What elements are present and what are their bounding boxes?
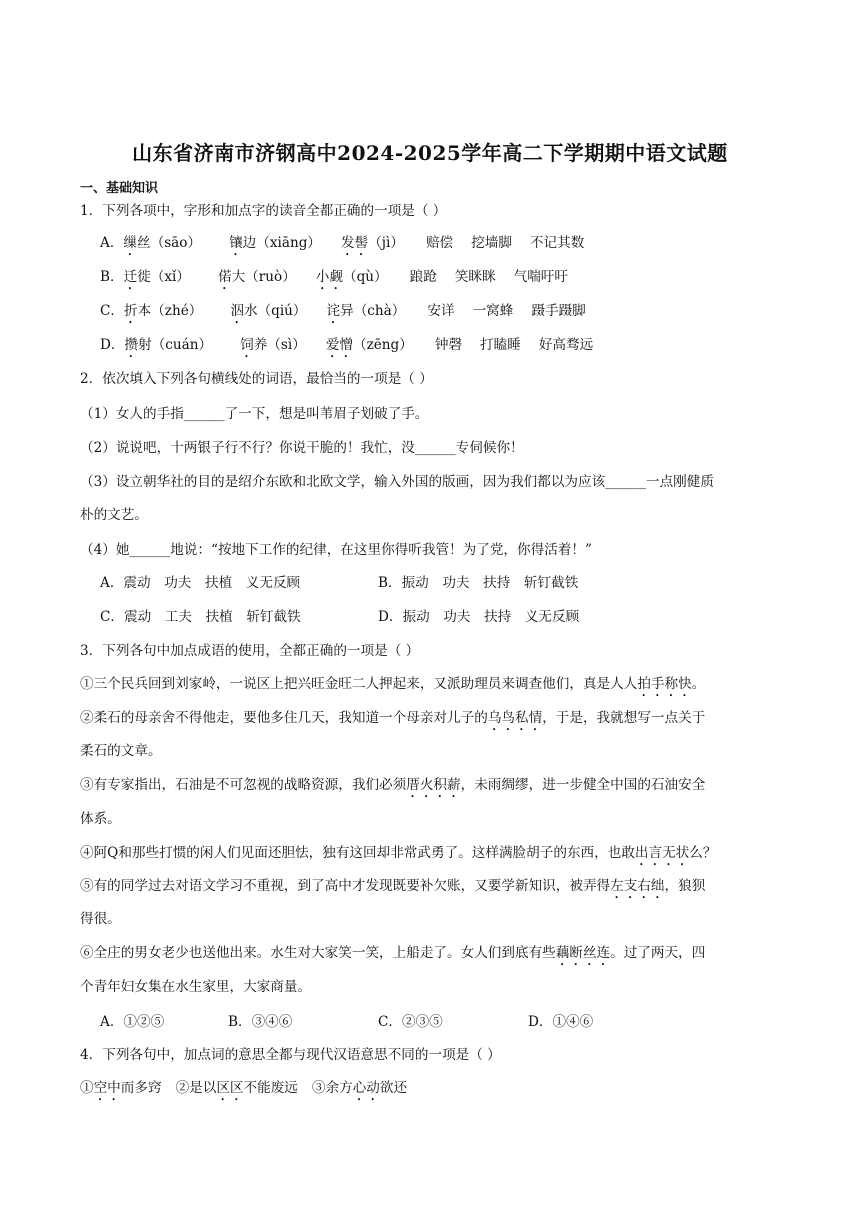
term-text: 大（ruò）: [231, 269, 296, 285]
option-label: B．: [100, 269, 124, 285]
term-text: 好高骛远: [538, 337, 594, 353]
term-text: （qù）: [342, 269, 388, 285]
option-term: [124, 303, 202, 319]
option-term: [229, 235, 321, 251]
dotted-char: 迁: [123, 269, 138, 285]
dotted-idiom: 乌鸟私情: [487, 710, 543, 726]
text-segment: ②柔石的母亲舍不得他走，要他多住几天，我知道一个母亲对儿子的: [80, 710, 488, 726]
dotted-idiom: 藕断丝连: [555, 945, 611, 961]
question-3-sentence-6-cont: 个青年妇女集在水生家里，大家商量。: [80, 979, 312, 995]
text-segment: ⑤有的同学过去对语文学习不重视，到了高中才发现既要补欠账，又要学新知识，被弄得: [80, 878, 611, 894]
term-text: 气喘吁吁: [513, 269, 568, 285]
term-text: 水（qiú）: [243, 303, 307, 319]
question-2-option-c[interactable]: C．震动 工夫 扶植 斩钉截铁: [100, 609, 301, 625]
question-1-option-a[interactable]: [100, 233, 584, 259]
dotted-idiom: 厝火积薪: [406, 777, 461, 793]
question-3-sentence-4: [80, 843, 780, 869]
dotted-word: 区区: [216, 1080, 244, 1096]
question-3-option-c[interactable]: C．②③⑤: [378, 1014, 443, 1030]
option-term: [327, 303, 406, 319]
term-text: 异（chà）: [340, 303, 406, 319]
section-heading: 一、基础知识: [80, 181, 159, 196]
question-4-stem: 4．下列各句中，加点词的意思全都与现代汉语意思不同的一项是（ ）: [80, 1047, 501, 1063]
term-text: 赔偿: [425, 235, 454, 251]
term-text: 踉跄: [409, 269, 437, 285]
term-text: 一窝蜂: [472, 303, 514, 319]
question-4-items: [80, 1078, 780, 1104]
question-1-option-c[interactable]: [100, 301, 586, 327]
text-segment: ，未雨绸缪，进一步健全中国的石油安全: [460, 777, 706, 793]
term-text: 边（xiāng）: [242, 235, 322, 251]
term-text: 钟磬: [434, 337, 463, 353]
term-text: 安详: [427, 303, 455, 319]
text-segment: 欲还: [379, 1080, 408, 1096]
option-term: [455, 269, 496, 285]
question-2-option-b[interactable]: B．振动 功夫 扶持 斩钉截铁: [378, 575, 579, 591]
question-2-sentence-3-cont: 朴的文艺。: [80, 507, 148, 523]
text-segment: 。: [691, 676, 706, 692]
question-3-sentence-5: [80, 876, 780, 902]
question-1-option-d[interactable]: [100, 335, 593, 361]
option-label: A．: [100, 235, 124, 251]
option-label: C．: [100, 303, 124, 319]
question-1-stem: 1．下列各项中，字形和加点字的读音全都正确的一项是（ ）: [80, 203, 447, 219]
question-2-option-d[interactable]: D．振动 功夫 扶持 义无反顾: [378, 609, 580, 625]
question-2-option-a[interactable]: A．震动 功夫 扶植 义无反顾: [100, 575, 301, 591]
option-term: [124, 269, 190, 285]
text-segment: 而多窍: [120, 1080, 162, 1096]
question-3-sentence-5-cont: 得很。: [80, 911, 121, 927]
term-text: 徙（xǐ）: [137, 269, 190, 285]
dotted-char: 缫: [123, 235, 138, 251]
dotted-char: 折: [124, 303, 138, 319]
term-text: （zēng）: [353, 337, 413, 353]
term-text: 打瞌睡: [480, 337, 521, 353]
dotted-idiom: 左支右绌: [610, 878, 665, 894]
option-term: [531, 303, 585, 319]
option-term: [514, 269, 568, 285]
question-3-stem: 3．下列各句中加点成语的使用，全都正确的一项是（ ）: [80, 643, 420, 659]
term-text: （jì）: [368, 235, 404, 251]
term-text: 射（cuán）: [138, 337, 213, 353]
dotted-char: 爱憎: [325, 337, 353, 353]
text-segment: ，狼狈: [664, 878, 706, 894]
text-segment: 。过了两天，四: [610, 945, 706, 961]
option-label: D．: [100, 337, 125, 353]
text-segment: ，于是，我就想写一点关于: [542, 710, 706, 726]
term-text: 蹑手蹑脚: [531, 303, 586, 319]
term-text: 本（zhé）: [137, 303, 203, 319]
option-term: [480, 337, 521, 353]
question-3-option-b[interactable]: B．③④⑥: [228, 1014, 293, 1030]
dotted-char: 偌: [217, 269, 232, 285]
question-3-sentence-3: [80, 775, 780, 801]
option-term: [230, 303, 306, 319]
dotted-char: 泅: [230, 303, 244, 319]
option-term: [218, 269, 296, 285]
question-3-sentence-6: [80, 943, 780, 969]
option-term: [341, 235, 404, 251]
question-3-sentence-2-cont: 柔石的文章。: [80, 743, 162, 759]
question-2-sentence-1: （1）女人的手指______了一下，想是叫苇眉子划破了手。: [80, 406, 429, 422]
text-segment: 不能废远: [243, 1080, 298, 1096]
dotted-char: 小觑: [315, 269, 343, 285]
option-term: [240, 337, 306, 353]
dotted-char: 镶: [229, 235, 243, 251]
text-segment: ③余方: [311, 1080, 353, 1096]
text-segment: ①三个民兵回到刘家岭，一说区上把兴旺金旺二人押起来，又派助理员来调查他们，真是人人: [80, 676, 638, 692]
dotted-word: 空中: [93, 1080, 121, 1096]
option-term: [427, 303, 454, 319]
question-2-sentence-4: （4）她______地说：“按地下工作的纪律，在这里你得听我管！为了党，你得活着！”: [80, 542, 592, 558]
text-segment: 么？: [689, 845, 717, 861]
question-3-option-d[interactable]: D．①④⑥: [528, 1014, 594, 1030]
option-term: [123, 235, 201, 251]
dotted-idiom: 拍手称快: [637, 676, 692, 692]
option-term: [435, 337, 462, 353]
term-text: 笑眯眯: [454, 269, 496, 285]
term-text: 养（sì）: [253, 337, 306, 353]
option-term: [326, 337, 413, 353]
option-term: [125, 337, 213, 353]
question-3-sentence-1: [80, 674, 780, 700]
term-text: 不记其数: [529, 235, 585, 251]
question-3-sentence-2: [80, 708, 780, 734]
term-text: 挖墙脚: [471, 235, 512, 251]
question-1-option-b[interactable]: [100, 267, 568, 293]
option-term: [539, 337, 593, 353]
dotted-char: 发髻: [341, 235, 369, 251]
option-term: [530, 235, 584, 251]
dotted-char: 饲: [240, 337, 254, 353]
text-segment: ②是以: [175, 1080, 217, 1096]
text-segment: ④阿Q和那些打惯的闲人们见面还胆怯，独有这回却非常武勇了。这样满脸胡子的东西，也敢: [80, 845, 635, 861]
option-term: [410, 269, 437, 285]
page-title: 山东省济南市济钢高中2024-2025学年高二下学期期中语文试题: [132, 141, 728, 165]
dotted-char: 诧: [326, 303, 341, 319]
option-term: [426, 235, 453, 251]
dotted-idiom: 出言无状: [634, 845, 690, 861]
option-term: [473, 303, 514, 319]
question-2-sentence-2: （2）说说吧，十两银子行不行？你说干脆的！我忙，没______专伺候你！: [80, 440, 524, 456]
question-2-stem: 2．依次填入下列各句横线处的词语，最恰当的一项是（ ）: [80, 371, 433, 387]
text-segment: ③有专家指出，石油是不可忽视的战略资源，我们必须: [80, 777, 407, 793]
term-text: 丝（sāo）: [137, 235, 202, 251]
dotted-char: 攒: [124, 337, 139, 353]
text-segment: ①: [80, 1080, 94, 1096]
dotted-word: 心动: [352, 1080, 380, 1096]
question-3-sentence-3-cont: 体系。: [80, 811, 121, 827]
question-3-option-a[interactable]: A．①②⑤: [100, 1014, 165, 1030]
question-2-sentence-3: （3）设立朝华社的目的是绍介东欧和北欧文学，输入外国的版画，因为我们都以为应该______一点刚健质: [80, 474, 714, 490]
option-term: [471, 235, 512, 251]
text-segment: ⑥全庄的男女老少也送他出来。水生对大家笑一笑，上船走了。女人们到底有些: [80, 945, 556, 961]
option-term: [316, 269, 388, 285]
